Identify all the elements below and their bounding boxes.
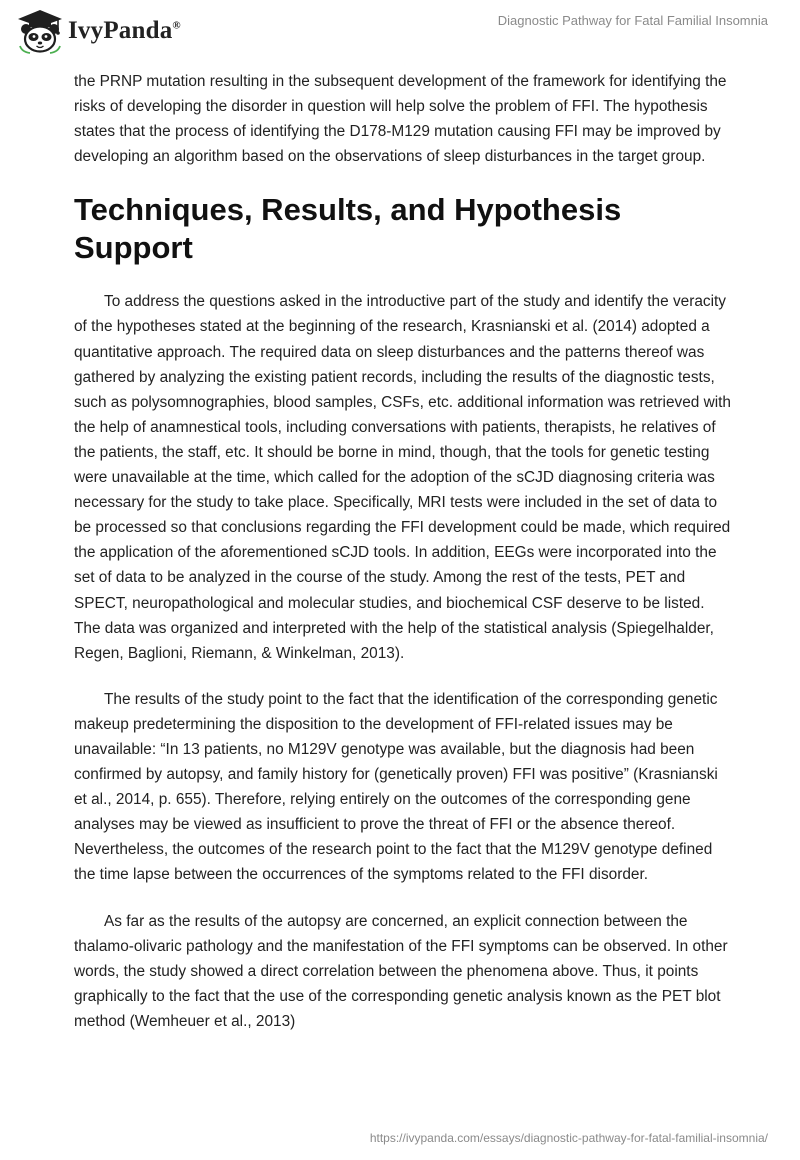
- brand-name: IvyPanda®: [68, 17, 181, 44]
- source-url-link[interactable]: https://ivypanda.com/essays/diagnostic-pathway-for-fatal-familial-insomnia/: [369, 1131, 768, 1145]
- paragraph-spacer: [74, 888, 734, 909]
- paragraph: the PRNP mutation resulting in the subsequent development of the framework for identifying the risks of developing the disorder in question will help solve the problem of FFI. The hypothesis states that the process of identifying the D178-M129 mutation causing FFI may be improved by developing an algorithm based on the observations of sleep disturbances in the target group.: [74, 73, 727, 166]
- brand-logo[interactable]: [14, 8, 181, 54]
- paragraph: The results of the study point to the fact that the identification of the corresponding genetic makeup predetermining the disposition to the development of FFI-related issues may be unavailable: “In 13 patients, no M129V genotype was available, but the diagnosis had been confirmed by autopsy, and family history for (genetically proven) FFI was positive” (Krasnianski et al., 2014, p. 655). Therefore, relying entirely on the outcomes of the corresponding gene analyses may be viewed as insufficient to prove the threat of FFI or the absence thereof. Nevertheless, the outcomes of the research point to the fact that the M129V genotype defined the time lapse between the occurrences of the symptoms related to the FFI disorder.: [74, 690, 718, 884]
- page-header: [0, 0, 800, 70]
- document-title: Diagnostic Pathway for Fatal Familial Insomnia: [497, 13, 768, 28]
- panda-graduate-icon: [14, 8, 66, 54]
- paragraph: To address the questions asked in the introductive part of the study and identify the veracity of the hypotheses stated at the beginning of the research, Krasnianski et al. (2014) adopted a quantitative approach. The required data on sleep disturbances and the patterns thereof was gathered by analyzing the existing patient records, including the results of the diagnostic tests, such as polysomnographies, blood samples, CSFs, etc. additional information was retrieved with the help of anamnestical tools, including conversations with patients, therapists, he relatives of the patients, the staff, etc. It should be borne in mind, though, that the tools for genetic testing were unavailable at the time, which called for the adoption of the sCJD diagnosing criteria was necessary for the study to take place. Specifically, MRI tests were included in the set of data to be processed so that conclusions regarding the FFI development could be made, which required the application of the aforementioned sCJD tools. In addition, EEGs were incorporated into the set of data to be analyzed in the course of the study. Among the rest of the tests, PET and SPECT, neuropathological and molecular studies, and biochemical CSF deserve to be listed. The data was organized and interpreted with the help of the statistical analysis (Spiegelhalder, Regen, Baglioni, Riemann, & Winkelman, 2013).: [74, 293, 731, 662]
- paragraph-spacer: [74, 666, 734, 687]
- paragraph: As far as the results of the autopsy are concerned, an explicit connection between the thalamo-olivaric pathology and the manifestation of the FFI symptoms can be observed. In other words, the study showed a direct correlation between the phenomena above. Thus, it points graphically to the fact that the use of the corresponding genetic analysis known as the PET blot method (Wemheuer et al., 2013): [74, 912, 728, 1030]
- essay-content: [74, 69, 734, 1034]
- registered-mark: ®: [172, 19, 181, 32]
- section-heading: Techniques, Results, and Hypothesis Support: [74, 192, 622, 266]
